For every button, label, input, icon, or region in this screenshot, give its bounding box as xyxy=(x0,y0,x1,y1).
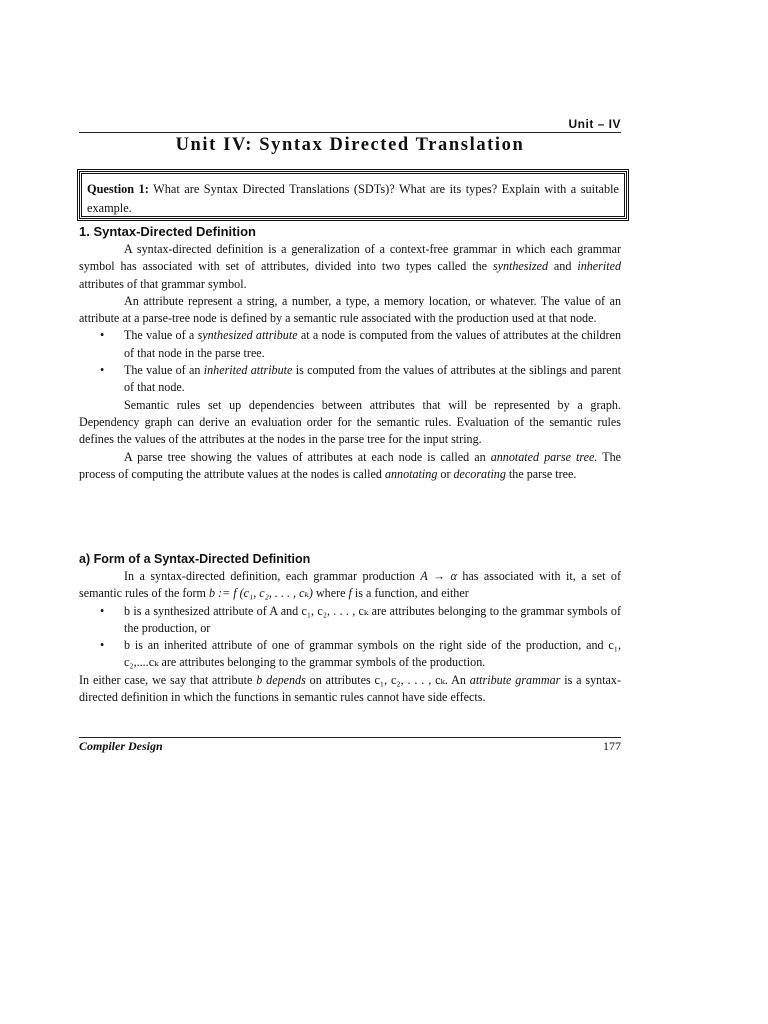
text-run: is a syntax-directed definition in which the functions in semantic rules cannot have side effects. xyxy=(79,672,621,705)
emphasis: synthesized attribute xyxy=(197,328,298,343)
section1-body xyxy=(79,241,621,483)
text-run: The value of a xyxy=(124,328,198,343)
text-run: and xyxy=(548,259,578,274)
text-run: b is a synthesized attribute of A and c₁, c₂, . . . , cₖ are attributes belonging to the grammar symbols of the production, or xyxy=(124,603,621,635)
question-body: What are Syntax Directed Translations (SDTs)? What are its types? Explain with a suitable example. xyxy=(87,182,619,215)
section-heading-form-of-sdd: a) Form of a Syntax-Directed Definition xyxy=(79,552,311,566)
section-heading-syntax-directed-definition: 1. Syntax-Directed Definition xyxy=(79,224,256,239)
rule-formula: b := f (c₁, c₂, . . . , cₖ) xyxy=(208,586,313,601)
bullet-icon: • xyxy=(100,328,105,343)
question-box xyxy=(79,171,627,219)
footer-book-title: Compiler Design xyxy=(79,739,163,753)
question-label: Question 1: xyxy=(87,182,149,196)
paragraph xyxy=(79,449,621,484)
running-header-unit: Unit – IV xyxy=(568,117,621,131)
paragraph xyxy=(79,672,621,707)
emphasis: decorating xyxy=(453,466,506,481)
emphasis: attribute grammar xyxy=(469,672,561,687)
text-run: where xyxy=(312,586,349,601)
text-run: The process of computing the attribute values at the nodes is called xyxy=(79,449,622,481)
bullet-item xyxy=(79,603,621,638)
question-text xyxy=(87,174,619,218)
page-number: 177 xyxy=(603,739,621,753)
text-run: on attributes c₁, c₂, . . . , cₖ. An xyxy=(305,672,470,687)
emphasis: f xyxy=(348,586,352,601)
emphasis-synthesized: synthesized xyxy=(492,259,548,274)
emphasis-inherited: inherited xyxy=(577,259,621,274)
text-run: A syntax-directed definition is a generalization of a context-free grammar in which each grammar symbol has associated with set of attributes, divided into two types called the xyxy=(79,242,621,274)
bullet-icon: • xyxy=(100,363,105,378)
text-run: The value of an xyxy=(124,363,204,378)
text-run: attributes of that grammar symbol. xyxy=(79,276,247,291)
text-run: b is an inherited attribute of one of grammar symbols on the right side of the production, and c₁, c₂,....cₖ are attributes belonging to the grammar symbols of the production. xyxy=(124,638,621,670)
bullet-icon: • xyxy=(100,638,105,653)
emphasis: annotating xyxy=(384,466,438,481)
text-run: A parse tree showing the values of attributes at each node is called an xyxy=(124,449,491,464)
text-run: In a syntax-directed definition, each grammar production xyxy=(124,569,421,583)
text-run: is a function, and either xyxy=(351,586,469,601)
emphasis: annotated parse tree. xyxy=(490,449,598,464)
unit-title: Unit IV: Syntax Directed Translation xyxy=(175,135,525,155)
paragraph xyxy=(79,568,621,603)
paragraph: An attribute represent a string, a number, a type, a memory location, or whatever. The value of an attribute at a parse-tree node is defined by a semantic rule associated with the production used at that node. xyxy=(79,293,621,326)
bullet-icon: • xyxy=(100,603,105,618)
text-run: is computed from the values of attributes at the siblings and parent of that node. xyxy=(124,363,622,395)
emphasis: b depends xyxy=(256,672,306,687)
footer-rule xyxy=(79,737,621,738)
text-run: the parse tree. xyxy=(505,466,577,481)
section2-body xyxy=(79,568,621,706)
bullet-item xyxy=(79,327,621,362)
header-rule xyxy=(79,132,621,133)
text-run: at a node is computed from the values of attributes at the children of that node in the parse tree. xyxy=(124,328,621,360)
emphasis: inherited attribute xyxy=(203,363,293,378)
bullet-item xyxy=(79,637,621,672)
text-run: or xyxy=(437,466,454,481)
paragraph: Semantic rules set up dependencies between attributes that will be represented by a graph. Dependency graph can derive an evaluation order for the semantic rules. Evaluation of the semantic rules defines the values of the attributes at the nodes in the parse tree for the input string. xyxy=(79,397,621,447)
text-run: has associated with it, a set of semantic rules of the form xyxy=(79,569,621,601)
bullet-item xyxy=(79,362,621,397)
production-formula: A → α xyxy=(420,569,457,583)
paragraph xyxy=(79,241,621,293)
text-run: In either case, we say that attribute xyxy=(79,672,257,687)
